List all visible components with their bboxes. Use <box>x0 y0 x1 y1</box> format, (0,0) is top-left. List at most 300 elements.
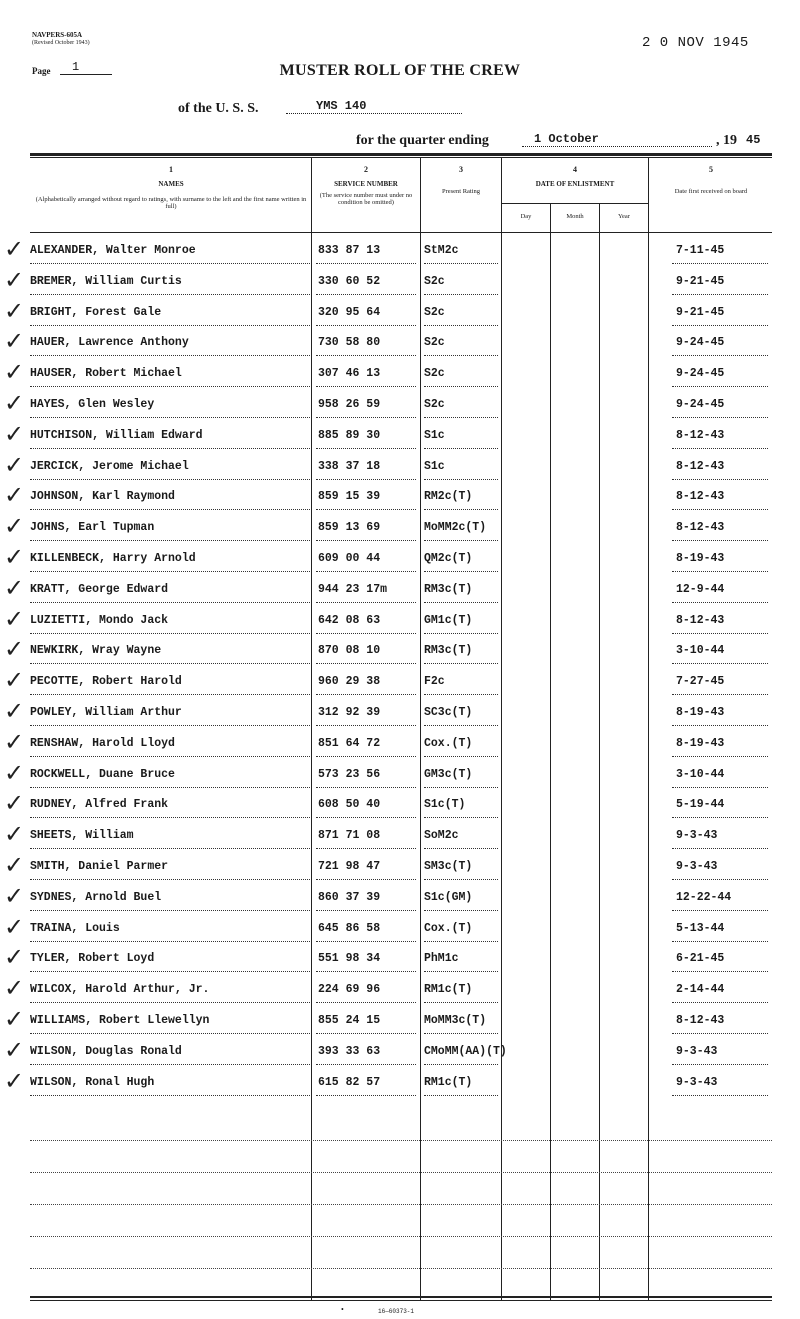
present-rating: S2c <box>424 336 445 350</box>
form-revision: (Revised October 1943) <box>32 40 90 46</box>
entry-rule <box>424 848 498 849</box>
entry-rule <box>316 910 416 911</box>
crew-name: PECOTTE, Robert Harold <box>30 675 182 689</box>
present-rating: S1c(GM) <box>424 890 473 904</box>
present-rating: GM1c(T) <box>424 613 473 627</box>
crew-name: RENSHAW, Harold Lloyd <box>30 736 175 750</box>
header-names-number: 1 <box>169 165 173 174</box>
entry-rule <box>672 540 768 541</box>
check-mark-icon: ✓ <box>4 573 25 602</box>
crew-name: JERCICK, Jerome Michael <box>30 459 189 473</box>
entry-rule <box>672 941 768 942</box>
crew-name: JOHNSON, Karl Raymond <box>30 490 175 504</box>
entry-rule <box>672 355 768 356</box>
header-received <box>652 166 770 195</box>
entry-rule <box>424 1002 498 1003</box>
date-received: 5-19-44 <box>676 798 725 812</box>
crew-name: HAUER, Lawrence Anthony <box>30 336 189 350</box>
entry-rule <box>424 817 498 818</box>
date-received: 8-12-43 <box>676 613 725 627</box>
year-suffix: 45 <box>746 133 761 147</box>
crew-row <box>0 666 800 699</box>
date-received: 2-14-44 <box>676 983 725 997</box>
entry-rule <box>316 756 416 757</box>
date-received: 9-21-45 <box>676 305 725 319</box>
entry-rule <box>672 448 768 449</box>
entry-rule <box>672 1002 768 1003</box>
crew-name: BREMER, William Curtis <box>30 274 182 288</box>
service-number: 944 23 17m <box>318 582 388 596</box>
crew-name: TRAINA, Louis <box>30 921 120 935</box>
service-number: 960 29 38 <box>318 675 381 689</box>
date-stamp: 2 0 NOV 1945 <box>642 35 749 51</box>
check-mark-icon: ✓ <box>4 265 25 294</box>
crew-row <box>0 450 800 484</box>
header-names-title: NAMES <box>158 180 184 188</box>
service-number: 860 37 39 <box>318 890 381 904</box>
entry-rule <box>30 910 310 911</box>
present-rating: StM2c <box>424 244 459 257</box>
header-month <box>551 213 599 220</box>
entry-rule <box>424 633 498 634</box>
entry-rule <box>30 571 310 572</box>
present-rating: S2c <box>424 274 445 288</box>
entry-rule <box>30 540 310 541</box>
entry-rule <box>316 848 416 849</box>
crew-name: KRATT, George Edward <box>30 582 169 596</box>
check-mark-icon: ✓ <box>4 481 25 510</box>
service-number: 851 64 72 <box>318 736 381 750</box>
entry-rule <box>30 817 310 818</box>
crew-name: SMITH, Daniel Parmer <box>30 860 169 873</box>
header-day <box>502 213 550 220</box>
header-names <box>34 166 308 210</box>
entry-rule <box>672 817 768 818</box>
crew-row <box>0 974 800 1007</box>
entry-rule <box>672 910 768 911</box>
entry-rule <box>316 1002 416 1003</box>
service-number: 609 00 44 <box>318 552 381 565</box>
present-rating: SC3c(T) <box>424 706 473 719</box>
date-received: 9-3-43 <box>676 829 718 843</box>
entry-rule <box>424 787 498 788</box>
entry-rule <box>30 1002 310 1003</box>
header-bottom-rule <box>30 232 772 233</box>
enlistment-subheader-rule <box>502 203 648 204</box>
crew-row <box>0 697 800 730</box>
table-bottom-rule-thin <box>30 1300 772 1301</box>
entry-rule <box>672 386 768 387</box>
entry-rule <box>316 725 416 726</box>
present-rating: S1c(T) <box>424 798 466 812</box>
crew-row <box>0 1035 800 1069</box>
crew-name: SYDNES, Arnold Buel <box>30 890 162 904</box>
crew-name: SHEETS, William <box>30 829 134 843</box>
crew-row <box>0 358 800 391</box>
header-month-label: Month <box>566 213 584 220</box>
crew-row <box>0 327 800 360</box>
header-year <box>600 213 648 220</box>
entry-rule <box>316 602 416 603</box>
check-mark-icon: ✓ <box>4 881 25 910</box>
table-top-rule <box>30 153 772 156</box>
entry-rule <box>30 355 310 356</box>
service-number: 551 98 34 <box>318 952 381 966</box>
service-number: 859 13 69 <box>318 521 381 535</box>
date-received: 3-10-44 <box>676 767 725 781</box>
entry-rule <box>424 1033 498 1034</box>
present-rating: RM1c(T) <box>424 1075 473 1089</box>
crew-name: JOHNS, Earl Tupman <box>30 521 155 535</box>
crew-row <box>0 1066 800 1100</box>
service-number: 730 58 80 <box>318 336 381 350</box>
present-rating: S1c <box>424 428 445 442</box>
form-number: NAVPERS-605A <box>32 31 83 39</box>
crew-name: RUDNEY, Alfred Frank <box>30 798 169 812</box>
blank-rule <box>30 1268 772 1269</box>
entry-rule <box>30 386 310 387</box>
check-mark-icon: ✓ <box>4 974 25 1003</box>
entry-rule <box>316 941 416 942</box>
entry-rule <box>424 694 498 695</box>
entry-rule <box>424 910 498 911</box>
crew-row <box>0 635 800 668</box>
crew-name: ROCKWELL, Duane Bruce <box>30 767 175 781</box>
entry-rule <box>316 509 416 510</box>
date-received: 9-3-43 <box>676 1075 718 1089</box>
entry-rule <box>672 1095 768 1096</box>
entry-rule <box>424 725 498 726</box>
service-number: 870 08 10 <box>318 644 381 658</box>
present-rating: SM3c(T) <box>424 860 473 873</box>
check-mark-icon: ✓ <box>4 1005 25 1033</box>
present-rating: PhM1c <box>424 952 459 966</box>
entry-rule <box>672 479 768 480</box>
entry-rule <box>424 417 498 418</box>
check-mark-icon: ✓ <box>4 666 25 695</box>
present-rating: S2c <box>424 305 445 319</box>
date-received: 8-12-43 <box>676 490 725 504</box>
present-rating: RM2c(T) <box>424 490 473 504</box>
service-number: 642 08 63 <box>318 613 381 627</box>
check-mark-icon: ✓ <box>4 235 25 263</box>
check-mark-icon: ✓ <box>4 419 25 448</box>
crew-name: ALEXANDER, Walter Monroe <box>30 244 196 257</box>
check-mark-icon: ✓ <box>4 543 25 571</box>
header-day-label: Day <box>520 213 532 220</box>
service-number: 224 69 96 <box>318 983 381 997</box>
check-mark-icon: ✓ <box>4 697 25 725</box>
crew-name: KILLENBECK, Harry Arnold <box>30 552 196 565</box>
present-rating: GM3c(T) <box>424 767 473 781</box>
date-received: 9-24-45 <box>676 336 725 350</box>
present-rating: MoMM2c(T) <box>424 521 487 535</box>
entry-rule <box>672 263 768 264</box>
service-number: 859 15 39 <box>318 490 381 504</box>
form-id <box>32 31 90 47</box>
check-mark-icon: ✓ <box>4 1035 25 1064</box>
service-number: 393 33 63 <box>318 1044 381 1058</box>
entry-rule <box>672 971 768 972</box>
entry-rule <box>672 509 768 510</box>
entry-rule <box>30 325 310 326</box>
check-mark-icon: ✓ <box>4 943 25 972</box>
entry-rule <box>316 325 416 326</box>
entry-rule <box>316 1095 416 1096</box>
header-service-title: SERVICE NUMBER <box>334 180 398 188</box>
crew-name: WILCOX, Harold Arthur, Jr. <box>30 983 210 997</box>
check-mark-icon: ✓ <box>4 327 25 356</box>
entry-rule <box>30 971 310 972</box>
entry-rule <box>424 509 498 510</box>
crew-name: BRIGHT, Forest Gale <box>30 305 162 319</box>
date-received: 9-21-45 <box>676 274 725 288</box>
present-rating: QM2c(T) <box>424 552 473 565</box>
present-rating: S2c <box>424 367 445 381</box>
header-service-note: (The service number must under no condition be omitted) <box>319 192 413 206</box>
header-service <box>313 166 419 206</box>
present-rating: RM3c(T) <box>424 644 473 658</box>
date-received: 8-19-43 <box>676 552 725 565</box>
date-received: 9-3-43 <box>676 1044 718 1058</box>
entry-rule <box>316 417 416 418</box>
entry-rule <box>424 540 498 541</box>
entry-rule <box>316 294 416 295</box>
entry-rule <box>672 725 768 726</box>
entry-rule <box>30 509 310 510</box>
entry-rule <box>424 1064 498 1065</box>
service-number: 958 26 59 <box>318 398 381 411</box>
check-mark-icon: ✓ <box>4 635 25 664</box>
crew-name: WILSON, Douglas Ronald <box>30 1044 182 1058</box>
service-number: 855 24 15 <box>318 1014 381 1027</box>
header-enlistment <box>502 166 648 188</box>
entry-rule <box>316 787 416 788</box>
check-mark-icon: ✓ <box>4 851 25 879</box>
crew-name: POWLEY, William Arthur <box>30 706 182 719</box>
present-rating: CMoMM(AA)(T) <box>424 1044 507 1058</box>
service-number: 615 82 57 <box>318 1075 381 1089</box>
blank-rule <box>30 1236 772 1237</box>
present-rating: F2c <box>424 675 445 689</box>
entry-rule <box>316 355 416 356</box>
entry-rule <box>672 663 768 664</box>
page-label: Page <box>32 66 51 76</box>
date-received: 12-9-44 <box>676 582 725 596</box>
header-rating <box>422 166 500 195</box>
entry-rule <box>424 602 498 603</box>
table-bottom-rule <box>30 1296 772 1298</box>
service-number: 307 46 13 <box>318 367 381 381</box>
entry-rule <box>30 879 310 880</box>
crew-row <box>0 1005 800 1038</box>
entry-rule <box>30 725 310 726</box>
service-number: 320 95 64 <box>318 305 381 319</box>
service-number: 871 71 08 <box>318 829 381 843</box>
entry-rule <box>424 971 498 972</box>
blank-rule <box>30 1172 772 1173</box>
entry-rule <box>316 448 416 449</box>
date-received: 8-19-43 <box>676 706 725 719</box>
service-number: 312 92 39 <box>318 706 381 719</box>
entry-rule <box>424 879 498 880</box>
entry-rule <box>424 263 498 264</box>
date-received: 8-19-43 <box>676 736 725 750</box>
crew-name: WILLIAMS, Robert Llewellyn <box>30 1014 210 1027</box>
crew-row <box>0 573 800 607</box>
date-received: 9-24-45 <box>676 367 725 381</box>
entry-rule <box>30 633 310 634</box>
entry-rule <box>424 571 498 572</box>
check-mark-icon: ✓ <box>4 450 25 479</box>
ship-label: of the U. S. S. <box>178 101 259 116</box>
crew-row <box>0 758 800 792</box>
header-rating-number: 3 <box>459 165 463 174</box>
header-year-label: Year <box>618 213 630 220</box>
crew-name: HAUSER, Robert Michael <box>30 367 182 381</box>
header-service-number: 2 <box>364 165 368 174</box>
entry-rule <box>316 540 416 541</box>
entry-rule <box>30 848 310 849</box>
service-number: 833 87 13 <box>318 244 381 257</box>
date-received: 8-12-43 <box>676 1014 725 1027</box>
blank-rule <box>30 1140 772 1141</box>
date-received: 9-24-45 <box>676 398 725 411</box>
present-rating: Cox.(T) <box>424 921 473 935</box>
table-top-rule-thin <box>30 157 772 158</box>
entry-rule <box>424 479 498 480</box>
entry-rule <box>30 694 310 695</box>
entry-rule <box>316 971 416 972</box>
crew-row <box>0 389 800 422</box>
date-received: 5-13-44 <box>676 921 725 935</box>
crew-row <box>0 265 800 299</box>
check-mark-icon: ✓ <box>4 604 25 633</box>
entry-rule <box>672 1064 768 1065</box>
entry-rule <box>30 941 310 942</box>
header-received-title: Date first received on board <box>674 188 748 195</box>
crew-name: NEWKIRK, Wray Wayne <box>30 644 162 658</box>
ship-name: YMS 140 <box>286 99 462 114</box>
crew-row <box>0 235 800 268</box>
entry-rule <box>30 663 310 664</box>
check-mark-icon: ✓ <box>4 1066 25 1095</box>
check-mark-icon: ✓ <box>4 912 25 941</box>
header-names-note: (Alphabetically arranged without regard to ratings, with surname to the left and the first name written in full) <box>35 196 307 210</box>
entry-rule <box>424 386 498 387</box>
entry-rule <box>316 663 416 664</box>
entry-rule <box>672 602 768 603</box>
header-rating-title: Present Rating <box>441 188 481 195</box>
present-rating: SoM2c <box>424 829 459 843</box>
crew-name: HAYES, Glen Wesley <box>30 398 155 411</box>
entry-rule <box>424 1095 498 1096</box>
entry-rule <box>672 571 768 572</box>
header-received-number: 5 <box>709 165 713 174</box>
entry-rule <box>672 1033 768 1034</box>
service-number: 573 23 56 <box>318 767 381 781</box>
present-rating: MoMM3c(T) <box>424 1014 487 1027</box>
entry-rule <box>424 941 498 942</box>
crew-row <box>0 296 800 330</box>
blank-rule <box>30 1204 772 1205</box>
header-enlistment-title: DATE OF ENLISTMENT <box>535 180 615 188</box>
entry-rule <box>316 386 416 387</box>
entry-rule <box>316 1033 416 1034</box>
crew-row <box>0 820 800 853</box>
service-number: 330 60 52 <box>318 274 381 288</box>
check-mark-icon: ✓ <box>4 358 25 387</box>
entry-rule <box>30 263 310 264</box>
service-number: 885 89 30 <box>318 428 381 442</box>
quarter-label: for the quarter ending <box>356 133 489 148</box>
date-received: 8-12-43 <box>676 459 725 473</box>
entry-rule <box>30 756 310 757</box>
entry-rule <box>424 663 498 664</box>
entry-rule <box>424 448 498 449</box>
entry-rule <box>672 787 768 788</box>
date-received: 3-10-44 <box>676 644 725 658</box>
entry-rule <box>672 756 768 757</box>
header-enlistment-number: 4 <box>573 165 577 174</box>
entry-rule <box>316 571 416 572</box>
crew-row <box>0 789 800 822</box>
crew-row <box>0 512 800 545</box>
entry-rule <box>672 694 768 695</box>
footer-code: 16—60373-1 <box>378 1308 415 1315</box>
check-mark-icon: ✓ <box>4 727 25 756</box>
entry-rule <box>30 787 310 788</box>
date-received: 12-22-44 <box>676 890 732 904</box>
check-mark-icon: ✓ <box>4 389 25 417</box>
entry-rule <box>424 355 498 356</box>
present-rating: Cox.(T) <box>424 736 473 750</box>
footer-dot: • <box>341 1305 344 1314</box>
entry-rule <box>30 602 310 603</box>
crew-name: TYLER, Robert Loyd <box>30 952 155 966</box>
date-received: 7-11-45 <box>676 244 725 257</box>
check-mark-icon: ✓ <box>4 512 25 541</box>
crew-name: WILSON, Ronal Hugh <box>30 1075 155 1089</box>
check-mark-icon: ✓ <box>4 758 25 787</box>
entry-rule <box>30 294 310 295</box>
entry-rule <box>672 294 768 295</box>
year-prefix: , 19 <box>716 133 737 148</box>
present-rating: RM1c(T) <box>424 983 473 997</box>
entry-rule <box>316 1064 416 1065</box>
entry-rule <box>424 756 498 757</box>
entry-rule <box>316 263 416 264</box>
crew-name: LUZIETTI, Mondo Jack <box>30 613 169 627</box>
crew-row <box>0 943 800 976</box>
entry-rule <box>672 325 768 326</box>
service-number: 338 37 18 <box>318 459 381 473</box>
crew-row <box>0 481 800 514</box>
entry-rule <box>30 417 310 418</box>
crew-row <box>0 881 800 915</box>
entry-rule <box>30 479 310 480</box>
present-rating: S2c <box>424 398 445 411</box>
page-title: MUSTER ROLL OF THE CREW <box>279 62 521 79</box>
check-mark-icon: ✓ <box>4 820 25 849</box>
service-number: 721 98 47 <box>318 860 381 873</box>
entry-rule <box>424 294 498 295</box>
crew-row <box>0 851 800 884</box>
entry-rule <box>672 879 768 880</box>
entry-rule <box>30 1064 310 1065</box>
service-number: 608 50 40 <box>318 798 381 812</box>
entry-rule <box>672 633 768 634</box>
